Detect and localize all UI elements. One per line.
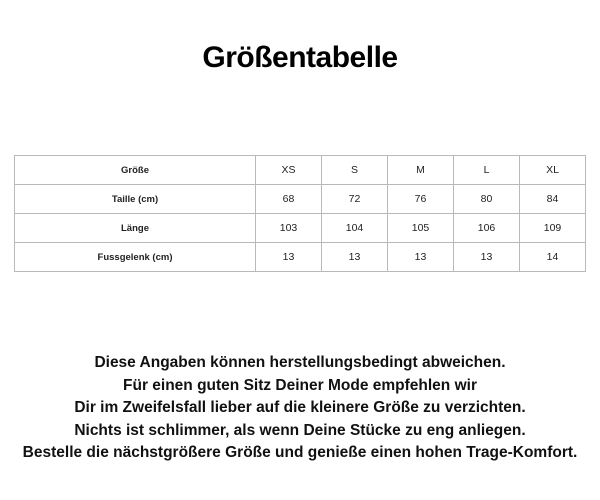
note-line: Diese Angaben können herstellungsbedingt abweichen. bbox=[94, 354, 506, 371]
note-line: Für einen guten Sitz Deiner Mode empfehlen wir bbox=[123, 376, 477, 394]
row-label-ankle: Fussgelenk (cm) bbox=[15, 243, 256, 272]
table-cell: 84 bbox=[520, 185, 586, 214]
table-row bbox=[15, 185, 586, 214]
disclaimer-note bbox=[0, 352, 600, 465]
table-cell: 13 bbox=[256, 243, 322, 272]
table-cell: 14 bbox=[520, 243, 586, 272]
table-cell: 103 bbox=[256, 214, 322, 243]
table-cell: 13 bbox=[388, 243, 454, 272]
table-cell: 104 bbox=[322, 214, 388, 243]
size-header-xl: XL bbox=[520, 156, 586, 185]
note-line: Dir im Zweifelsfall lieber auf die kleinere Größe zu verzichten. bbox=[74, 399, 526, 416]
size-table bbox=[14, 155, 586, 272]
size-header-m: M bbox=[388, 156, 454, 185]
note-line: Bestelle die nächstgrößere Größe und genieße einen hohen Trage-Komfort. bbox=[22, 444, 578, 461]
table-cell: 106 bbox=[454, 214, 520, 243]
table-cell: 80 bbox=[454, 185, 520, 214]
table-cell: 109 bbox=[520, 214, 586, 243]
table-cell: 72 bbox=[322, 185, 388, 214]
table-cell: 105 bbox=[388, 214, 454, 243]
size-header-l: L bbox=[454, 156, 520, 185]
table-header-row bbox=[15, 156, 586, 185]
table-row bbox=[15, 243, 586, 272]
header-label-size: Größe bbox=[15, 156, 256, 185]
row-label-length: Länge bbox=[15, 214, 256, 243]
table-cell: 68 bbox=[256, 185, 322, 214]
size-header-xs: XS bbox=[256, 156, 322, 185]
row-label-waist: Taille (cm) bbox=[15, 185, 256, 214]
size-header-s: S bbox=[322, 156, 388, 185]
page-title: Größentabelle bbox=[202, 41, 398, 74]
note-line: Nichts ist schlimmer, als wenn Deine Stücke zu eng anliegen. bbox=[74, 421, 526, 439]
table-cell: 13 bbox=[454, 243, 520, 272]
table-row bbox=[15, 214, 586, 243]
table-cell: 13 bbox=[322, 243, 388, 272]
table-cell: 76 bbox=[388, 185, 454, 214]
